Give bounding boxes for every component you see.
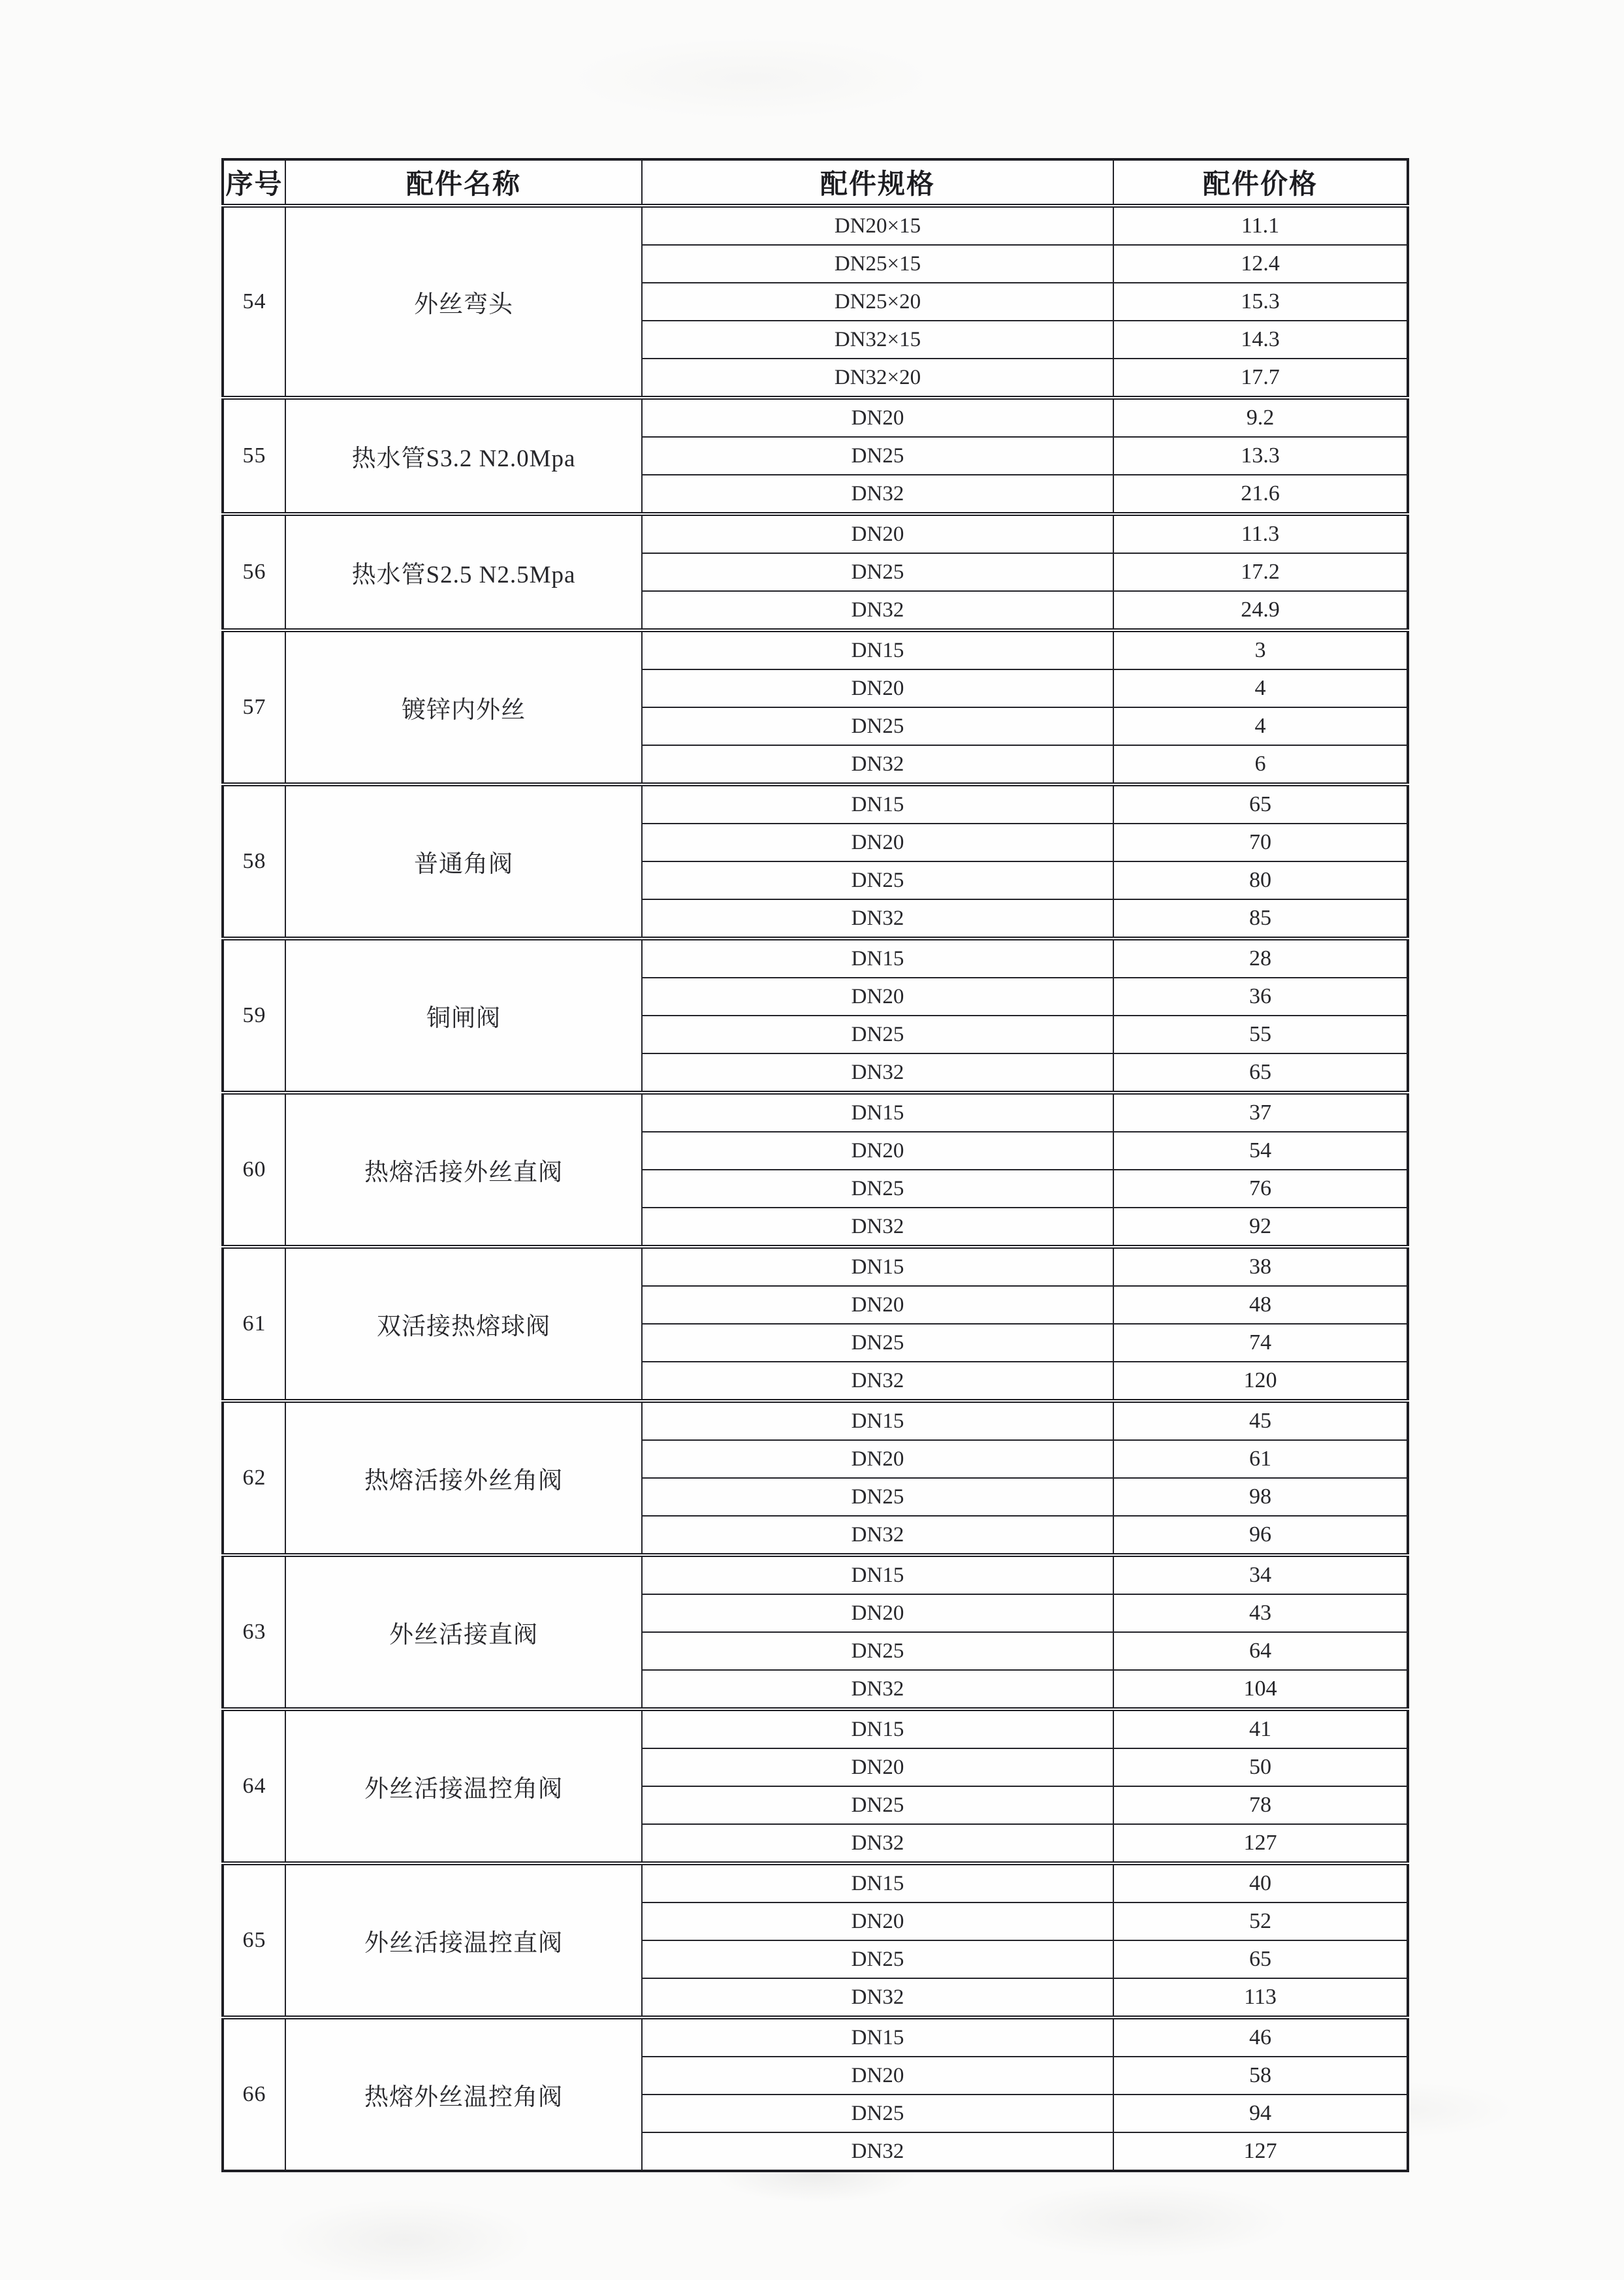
spec-cell: DN32×20 xyxy=(642,359,1113,398)
price-cell: 38 xyxy=(1113,1247,1408,1286)
spec-cell: DN20 xyxy=(642,1132,1113,1170)
spec-cell: DN25×20 xyxy=(642,283,1113,321)
spec-cell: DN32 xyxy=(642,1362,1113,1401)
spec-cell: DN15 xyxy=(642,630,1113,669)
price-cell: 43 xyxy=(1113,1594,1408,1632)
price-cell: 24.9 xyxy=(1113,591,1408,630)
price-cell: 120 xyxy=(1113,1362,1408,1401)
row-number-cell: 64 xyxy=(223,1709,285,1863)
price-cell: 17.2 xyxy=(1113,553,1408,591)
spec-cell: DN20 xyxy=(642,2057,1113,2095)
price-cell: 48 xyxy=(1113,1286,1408,1324)
price-cell: 127 xyxy=(1113,2132,1408,2171)
price-cell: 9.2 xyxy=(1113,398,1408,437)
price-cell: 11.3 xyxy=(1113,514,1408,553)
part-name-cell: 外丝活接温控角阀 xyxy=(285,1709,642,1863)
spec-cell: DN20 xyxy=(642,1903,1113,1940)
price-cell: 98 xyxy=(1113,1478,1408,1516)
price-cell: 15.3 xyxy=(1113,283,1408,321)
row-number-cell: 61 xyxy=(223,1247,285,1401)
header-spec: 配件规格 xyxy=(642,159,1113,206)
row-number-cell: 58 xyxy=(223,784,285,939)
price-cell: 85 xyxy=(1113,899,1408,939)
price-cell: 37 xyxy=(1113,1093,1408,1132)
row-number-cell: 57 xyxy=(223,630,285,784)
part-name-cell: 铜闸阀 xyxy=(285,939,642,1093)
table-row xyxy=(223,206,1408,245)
spec-cell: DN15 xyxy=(642,1247,1113,1286)
price-cell: 78 xyxy=(1113,1786,1408,1824)
table-row xyxy=(223,784,1408,824)
spec-cell: DN20 xyxy=(642,1440,1113,1478)
spec-cell: DN15 xyxy=(642,939,1113,978)
parts-price-table xyxy=(221,158,1409,2172)
price-cell: 50 xyxy=(1113,1748,1408,1786)
price-cell: 65 xyxy=(1113,1053,1408,1093)
price-cell: 104 xyxy=(1113,1670,1408,1709)
price-cell: 28 xyxy=(1113,939,1408,978)
header-price: 配件价格 xyxy=(1113,159,1408,206)
spec-cell: DN20 xyxy=(642,824,1113,861)
spec-cell: DN32 xyxy=(642,1053,1113,1093)
table-row xyxy=(223,1555,1408,1594)
price-cell: 40 xyxy=(1113,1863,1408,1903)
part-name-cell: 热水管S2.5 N2.5Mpa xyxy=(285,514,642,630)
table-row xyxy=(223,1709,1408,1748)
row-number-cell: 65 xyxy=(223,1863,285,2017)
spec-cell: DN25 xyxy=(642,1016,1113,1053)
price-cell: 80 xyxy=(1113,861,1408,899)
price-cell: 14.3 xyxy=(1113,321,1408,359)
spec-cell: DN32×15 xyxy=(642,321,1113,359)
price-cell: 34 xyxy=(1113,1555,1408,1594)
table-body xyxy=(223,206,1408,2171)
table-row xyxy=(223,398,1408,437)
part-name-cell: 镀锌内外丝 xyxy=(285,630,642,784)
spec-cell: DN15 xyxy=(642,1093,1113,1132)
spec-cell: DN32 xyxy=(642,1516,1113,1555)
price-cell: 96 xyxy=(1113,1516,1408,1555)
spec-cell: DN32 xyxy=(642,745,1113,784)
price-cell: 61 xyxy=(1113,1440,1408,1478)
price-cell: 4 xyxy=(1113,707,1408,745)
header-row xyxy=(223,159,1408,206)
spec-cell: DN25 xyxy=(642,707,1113,745)
price-cell: 65 xyxy=(1113,784,1408,824)
price-cell: 74 xyxy=(1113,1324,1408,1362)
row-number-cell: 66 xyxy=(223,2017,285,2171)
price-cell: 3 xyxy=(1113,630,1408,669)
row-number-cell: 54 xyxy=(223,206,285,398)
price-cell: 13.3 xyxy=(1113,437,1408,475)
spec-cell: DN32 xyxy=(642,1208,1113,1247)
price-cell: 65 xyxy=(1113,1940,1408,1978)
spec-cell: DN32 xyxy=(642,1670,1113,1709)
price-cell: 41 xyxy=(1113,1709,1408,1748)
table-row xyxy=(223,1401,1408,1440)
row-number-cell: 62 xyxy=(223,1401,285,1555)
spec-cell: DN25 xyxy=(642,437,1113,475)
spec-cell: DN15 xyxy=(642,1401,1113,1440)
part-name-cell: 外丝弯头 xyxy=(285,206,642,398)
price-cell: 6 xyxy=(1113,745,1408,784)
row-number-cell: 59 xyxy=(223,939,285,1093)
table-row xyxy=(223,939,1408,978)
spec-cell: DN20 xyxy=(642,1594,1113,1632)
spec-cell: DN25×15 xyxy=(642,245,1113,283)
spec-cell: DN15 xyxy=(642,2017,1113,2057)
spec-cell: DN25 xyxy=(642,553,1113,591)
price-cell: 46 xyxy=(1113,2017,1408,2057)
spec-cell: DN20 xyxy=(642,1748,1113,1786)
table-row xyxy=(223,514,1408,553)
spec-cell: DN25 xyxy=(642,861,1113,899)
row-number-cell: 56 xyxy=(223,514,285,630)
price-cell: 55 xyxy=(1113,1016,1408,1053)
spec-cell: DN25 xyxy=(642,1170,1113,1208)
spec-cell: DN20 xyxy=(642,398,1113,437)
row-number-cell: 63 xyxy=(223,1555,285,1709)
spec-cell: DN15 xyxy=(642,784,1113,824)
price-cell: 45 xyxy=(1113,1401,1408,1440)
part-name-cell: 热水管S3.2 N2.0Mpa xyxy=(285,398,642,514)
spec-cell: DN20 xyxy=(642,978,1113,1016)
price-cell: 92 xyxy=(1113,1208,1408,1247)
table-row xyxy=(223,630,1408,669)
part-name-cell: 普通角阀 xyxy=(285,784,642,939)
spec-cell: DN32 xyxy=(642,1824,1113,1863)
price-cell: 12.4 xyxy=(1113,245,1408,283)
part-name-cell: 热熔活接外丝直阀 xyxy=(285,1093,642,1247)
spec-cell: DN32 xyxy=(642,2132,1113,2171)
table-row xyxy=(223,1863,1408,1903)
price-cell: 76 xyxy=(1113,1170,1408,1208)
spec-cell: DN32 xyxy=(642,475,1113,514)
spec-cell: DN15 xyxy=(642,1709,1113,1748)
part-name-cell: 外丝活接温控直阀 xyxy=(285,1863,642,2017)
price-cell: 36 xyxy=(1113,978,1408,1016)
row-number-cell: 55 xyxy=(223,398,285,514)
spec-cell: DN20×15 xyxy=(642,206,1113,245)
price-cell: 70 xyxy=(1113,824,1408,861)
row-number-cell: 60 xyxy=(223,1093,285,1247)
spec-cell: DN25 xyxy=(642,2095,1113,2132)
spec-cell: DN32 xyxy=(642,1978,1113,2017)
spec-cell: DN25 xyxy=(642,1632,1113,1670)
spec-cell: DN15 xyxy=(642,1555,1113,1594)
spec-cell: DN20 xyxy=(642,669,1113,707)
part-name-cell: 双活接热熔球阀 xyxy=(285,1247,642,1401)
table-row xyxy=(223,1093,1408,1132)
price-cell: 4 xyxy=(1113,669,1408,707)
spec-cell: DN20 xyxy=(642,514,1113,553)
price-cell: 127 xyxy=(1113,1824,1408,1863)
part-name-cell: 热熔活接外丝角阀 xyxy=(285,1401,642,1555)
spec-cell: DN32 xyxy=(642,591,1113,630)
spec-cell: DN25 xyxy=(642,1940,1113,1978)
price-cell: 52 xyxy=(1113,1903,1408,1940)
price-cell: 58 xyxy=(1113,2057,1408,2095)
price-cell: 54 xyxy=(1113,1132,1408,1170)
spec-cell: DN15 xyxy=(642,1863,1113,1903)
table-row xyxy=(223,1247,1408,1286)
header-serial: 序号 xyxy=(223,159,285,206)
spec-cell: DN32 xyxy=(642,899,1113,939)
header-part-name: 配件名称 xyxy=(285,159,642,206)
price-cell: 17.7 xyxy=(1113,359,1408,398)
part-name-cell: 外丝活接直阀 xyxy=(285,1555,642,1709)
price-cell: 21.6 xyxy=(1113,475,1408,514)
price-cell: 94 xyxy=(1113,2095,1408,2132)
spec-cell: DN20 xyxy=(642,1286,1113,1324)
price-cell: 113 xyxy=(1113,1978,1408,2017)
table-row xyxy=(223,2017,1408,2057)
spec-cell: DN25 xyxy=(642,1478,1113,1516)
spec-cell: DN25 xyxy=(642,1786,1113,1824)
spec-cell: DN25 xyxy=(642,1324,1113,1362)
price-cell: 64 xyxy=(1113,1632,1408,1670)
part-name-cell: 热熔外丝温控角阀 xyxy=(285,2017,642,2171)
price-cell: 11.1 xyxy=(1113,206,1408,245)
